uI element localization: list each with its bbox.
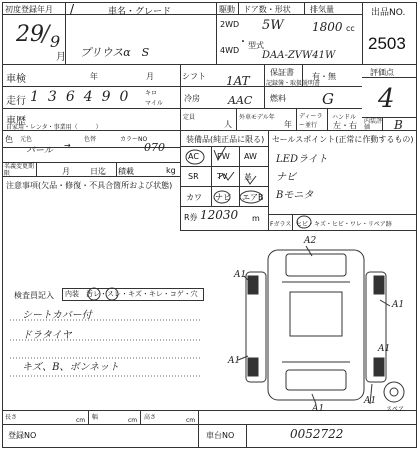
original-color-label: 元色 xyxy=(20,136,33,143)
chassis-value: 0052722 xyxy=(290,427,344,441)
width-unit: cm xyxy=(128,417,138,424)
car-name-label: 車名・グレード xyxy=(108,7,172,17)
reg-no-label: 登録NO xyxy=(8,431,37,440)
notes-label: 注意事項(欠品・修復・不具合箇所および状態) xyxy=(6,181,173,190)
color-no-label: カラーNO xyxy=(120,136,148,143)
equip-navi: ナビ xyxy=(215,193,231,202)
model-label: 型式 xyxy=(248,41,264,50)
equip-leather: 革 xyxy=(244,173,252,182)
equip-airbag: エアB xyxy=(242,193,264,202)
glass-damage-label: ヒビ・キズ・ヒビ・ワレ・リペア跡 xyxy=(296,221,392,228)
car-roof xyxy=(290,292,342,336)
chassis-label: 車台NO xyxy=(206,431,235,440)
first-reg-year: 29 xyxy=(16,22,44,47)
drive-4wd: 4WD xyxy=(220,46,240,55)
wheel-rr xyxy=(374,358,384,376)
r-book-unit: m xyxy=(252,214,260,223)
color-arrow: → xyxy=(64,141,71,150)
lot-label: 出品NO. xyxy=(371,8,406,18)
header-slash: / xyxy=(70,2,75,16)
sales-point-2: ナビ xyxy=(276,172,296,183)
inspector-note-3: キズ、B、ボンネット xyxy=(22,362,120,373)
model-value: DAA-ZVW41W xyxy=(262,50,336,61)
displacement-value: 1800 xyxy=(312,20,343,34)
inspector-label: 検査員記入 xyxy=(14,291,54,300)
inspector-options: 内装 汚レ・スレ・キズ・キレ・コゲ・穴 xyxy=(65,290,198,298)
wheel-rl xyxy=(248,358,258,376)
shaken-year-unit: 年 xyxy=(90,72,98,81)
reg-slash: / xyxy=(42,22,50,47)
fuel-value: G xyxy=(322,90,334,108)
damage-mark-2: A1 xyxy=(392,300,405,310)
handle-options: 左・右 xyxy=(333,121,357,130)
ac-label: 冷房 xyxy=(184,94,200,103)
equip-kawa: カワ xyxy=(186,193,202,202)
first-reg-label: 初度登録年月 xyxy=(5,5,53,14)
sales-points-title: セールスポイント(正常に作動するもの) xyxy=(272,135,414,144)
spare-tire xyxy=(384,382,404,402)
load-label: 積載 xyxy=(118,167,134,176)
car-trunk xyxy=(286,370,346,390)
damage-mark-3: A1 xyxy=(378,344,391,354)
r-book-label: R券 xyxy=(184,213,198,222)
fuel-label: 燃料 xyxy=(270,94,286,103)
ac-value: AAC xyxy=(228,94,253,107)
equip-sr: SR xyxy=(188,172,199,181)
equip-aw: AW xyxy=(244,152,257,161)
lot-no: 2503 xyxy=(368,34,406,53)
warranty-sub: 記録簿・取扱説明書 xyxy=(266,80,321,87)
drive-label: 駆動 xyxy=(219,5,235,14)
sales-point-1: LEDライト xyxy=(276,154,328,165)
car-hood xyxy=(286,254,346,276)
warranty-options: 有・無 xyxy=(312,72,336,81)
history-sub: 自家用・レンタ・事業用（ ） xyxy=(6,124,102,131)
equip-pw: PW xyxy=(217,152,230,161)
warranty-label: 保証書 xyxy=(270,68,294,77)
doors-label: ドア数・形状 xyxy=(243,5,291,14)
shift-value: 1AT xyxy=(226,74,250,88)
grade-value: 4 xyxy=(378,84,395,114)
wheel-fr xyxy=(374,276,384,294)
import-label: 外車モデル年 xyxy=(239,114,275,121)
equipment-title: 装備品(純正品に限る) xyxy=(186,135,265,144)
glass-label: Fガラス xyxy=(270,221,292,228)
damage-mark-1: A1 xyxy=(234,270,247,280)
history-label: 車歴 xyxy=(6,116,26,127)
name-change-day: 日迄 xyxy=(90,167,106,176)
km-unit: キロ xyxy=(145,90,158,97)
doors-value: 5W xyxy=(262,18,284,33)
spare-label: スペア xyxy=(386,406,405,413)
damage-mark-a2: A2 xyxy=(304,236,317,246)
equip-ac: AC xyxy=(188,152,199,161)
mileage-label: 走行 xyxy=(6,96,26,107)
displacement-label: 排気量 xyxy=(310,5,334,14)
color-no-value: 070 xyxy=(144,141,165,154)
equip-tv: TV xyxy=(217,172,228,181)
car-body-outline xyxy=(268,250,364,400)
mileage-value: 136490 xyxy=(30,89,138,105)
import-unit: 年 xyxy=(284,120,292,129)
inspector-note-1: シートカバー付 xyxy=(22,310,92,321)
wheel-fl xyxy=(248,276,258,294)
shift-label: シフト xyxy=(182,72,206,81)
length-label: 長さ xyxy=(5,414,18,421)
color-label: 色 xyxy=(5,135,13,144)
sales-point-3: Bモニタ xyxy=(276,190,314,201)
capacity-label: 定員 xyxy=(183,114,196,121)
dot-sep: ・ xyxy=(238,37,248,48)
interior-label: 内装評価 xyxy=(364,118,383,131)
handle-label: ハンドル xyxy=(332,114,357,121)
first-reg-month-unit: 月 xyxy=(56,52,66,63)
name-change-month: 月 xyxy=(62,167,70,176)
kg-unit: kg xyxy=(166,166,176,175)
interior-value: B xyxy=(394,118,403,132)
length-unit: cm xyxy=(76,417,86,424)
height-label: 高さ xyxy=(144,414,157,421)
damage-mark-5: A1 xyxy=(312,404,325,414)
new-color-label: 色替 xyxy=(84,136,97,143)
car-name-value: プリウスα S xyxy=(80,46,150,59)
first-reg-month: 9 xyxy=(50,32,61,51)
damage-mark-4: A1 xyxy=(228,356,241,366)
r-book-value: 12030 xyxy=(200,208,239,222)
name-change-label: 名義変更期限 xyxy=(4,163,35,177)
grade-label: 評価点 xyxy=(370,68,394,77)
capacity-unit: 人 xyxy=(224,120,232,129)
damage-mark-6: A1 xyxy=(364,396,377,406)
color-value: パール xyxy=(26,146,53,156)
shaken-label: 車検 xyxy=(6,74,26,85)
dealer-label: ディーラー並行 xyxy=(299,113,323,129)
height-unit: cm xyxy=(186,417,196,424)
inspector-note-2: ドラタイヤ xyxy=(22,330,72,341)
shaken-month-unit: 月 xyxy=(146,72,154,81)
cc-unit: cc xyxy=(346,24,355,33)
width-label: 幅 xyxy=(92,414,99,421)
mile-unit: マイル xyxy=(145,100,163,107)
drive-2wd: 2WD xyxy=(220,20,240,29)
